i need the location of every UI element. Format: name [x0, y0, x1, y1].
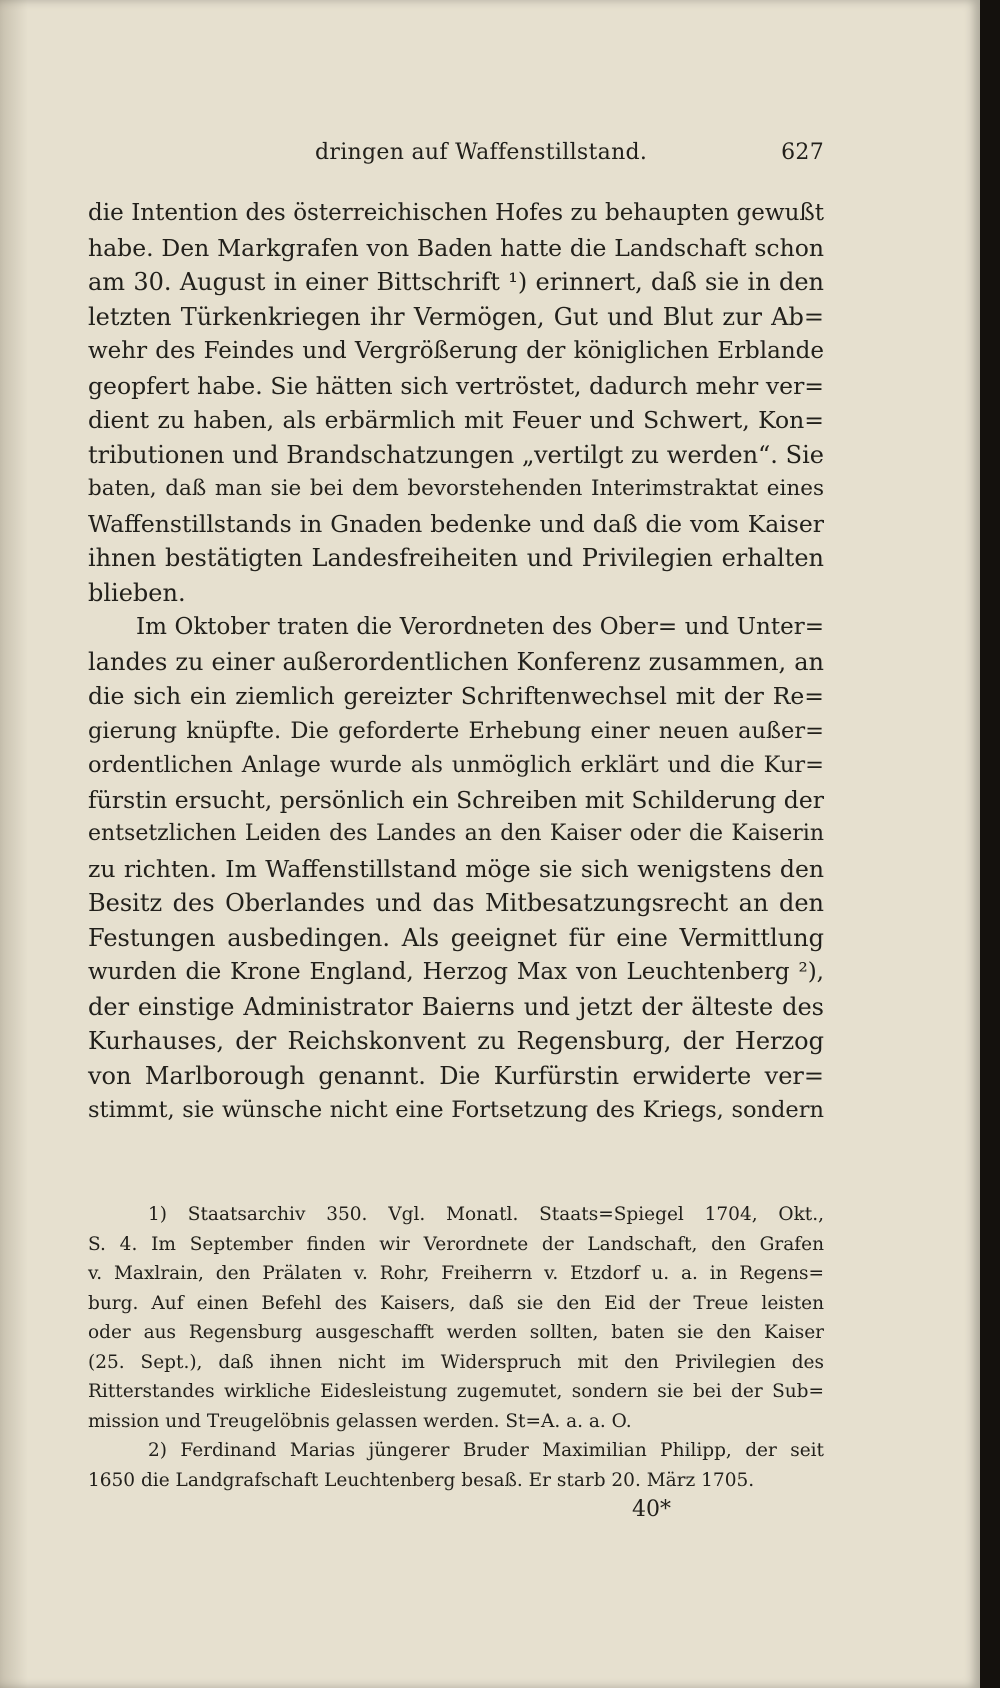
footnote-line: S. 4. Im September finden wir Verordnete der Landschaft, den Grafen	[88, 1233, 824, 1255]
text-line: Besitz des Oberlandes und das Mitbesatzungsrecht an den	[88, 889, 824, 917]
page-number: 627	[781, 140, 824, 165]
text-line: Festungen ausbedingen. Als geeignet für eine Vermittlung	[88, 923, 824, 952]
text-line: ihnen bestätigten Landesfreiheiten und Privilegien erhalten	[88, 544, 824, 572]
text-line: wurden die Krone England, Herzog Max von Leuchtenberg ²),	[88, 959, 824, 985]
text-line: letzten Türkenkriegen ihr Vermögen, Gut und Blut zur Ab=	[88, 302, 824, 331]
main-text	[88, 196, 824, 1128]
signature-mark: 40*	[632, 1497, 671, 1522]
text-line: von Marlborough genannt. Die Kurfürstin erwiderte ver=	[88, 1061, 824, 1090]
text-line: stimmt, sie wünsche nicht eine Fortsetzung des Kriegs, sondern	[88, 1097, 824, 1123]
footnote-line: (25. Sept.), daß ihnen nicht im Widerspruch mit den Privilegien des	[88, 1351, 824, 1373]
text-line: landes zu einer außerordentlichen Konferenz zusammen, an	[88, 647, 824, 676]
text-line: zu richten. Im Waffenstillstand möge sie sich wenigstens den	[88, 854, 824, 883]
page-edge-shadow	[0, 0, 28, 1688]
text-line: fürstin ersucht, persönlich ein Schreiben mit Schilderung der	[88, 785, 824, 814]
text-line: am 30. August in einer Bittschrift ¹) erinnert, daß sie in den	[88, 268, 824, 296]
footnote-line: 1650 die Landgrafschaft Leuchtenberg besaß. Er starb 20. März 1705.	[88, 1469, 755, 1491]
text-line: wehr des Feindes und Vergrößerung der königlichen Erblande	[88, 338, 824, 364]
footnote-line: 2) Ferdinand Marias jüngerer Bruder Maximilian Philipp, der seit	[148, 1440, 824, 1461]
footnote-line: oder aus Regensburg ausgeschafft werden sollten, baten sie den Kaiser	[88, 1322, 824, 1343]
text-line: ordentlichen Anlage wurde als unmöglich erklärt und die Kur=	[88, 752, 824, 778]
footnote-line: 1) Staatsarchiv 350. Vgl. Monatl. Staats=Spiegel 1704, Okt.,	[148, 1204, 824, 1225]
footnote-line: v. Maxlrain, den Prälaten v. Rohr, Freiherrn v. Etzdorf u. a. in Regens=	[88, 1263, 824, 1284]
footnotes	[88, 1200, 824, 1495]
text-line: gierung knüpfte. Die geforderte Erhebung einer neuen außer=	[88, 717, 824, 744]
footnote-line: burg. Auf einen Befehl des Kaisers, daß sie den Eid der Treue leisten	[88, 1292, 824, 1314]
text-line: tributionen und Brandschatzungen „vertilgt zu werden“. Sie	[88, 440, 824, 469]
text-line: dient zu haben, als erbärmlich mit Feuer und Schwert, Kon=	[88, 406, 824, 434]
text-line: die Intention des österreichischen Hofes zu behaupten gewußt	[88, 200, 824, 226]
text-line: Waffenstillstands in Gnaden bedenke und daß die vom Kaiser	[88, 509, 824, 538]
text-line: entsetzlichen Leiden des Landes an den Kaiser oder die Kaiserin	[88, 821, 824, 846]
text-line: geopfert habe. Sie hätten sich vertröstet, dadurch mehr ver=	[88, 371, 824, 400]
text-line: der einstige Administrator Baierns und jetzt der älteste des	[88, 992, 824, 1021]
text-line: Kurhauses, der Reichskonvent zu Regensburg, der Herzog	[88, 1027, 824, 1055]
footnote-line: Ritterstandes wirkliche Eidesleistung zugemutet, sondern sie bei der Sub=	[88, 1381, 824, 1402]
text-line: blieben.	[88, 578, 186, 607]
footnote-line: mission und Treugelöbnis gelassen werden. St=A. a. a. O.	[88, 1410, 632, 1432]
text-line: Im Oktober traten die Verordneten des Ober= und Unter=	[136, 614, 824, 640]
text-line: habe. Den Markgrafen von Baden hatte die Landschaft schon	[88, 233, 824, 262]
running-head: dringen auf Waffenstillstand.	[315, 140, 648, 165]
text-line: baten, daß man sie bei dem bevorstehenden Interimstraktat eines	[88, 476, 824, 501]
text-line: die sich ein ziemlich gereizter Schriftenwechsel mit der Re=	[88, 682, 824, 710]
